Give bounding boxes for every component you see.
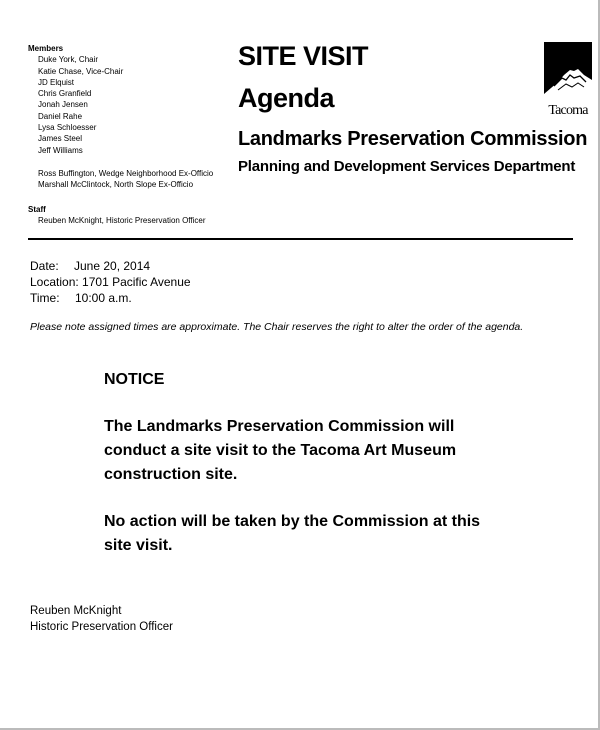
ex-officio-item: Marshall McClintock, North Slope Ex-Officio (38, 180, 194, 190)
time-label: Time: (30, 291, 60, 305)
member-item: JD Elquist (38, 77, 75, 87)
staff-list (28, 204, 205, 227)
doc-title: SITE VISIT (238, 41, 369, 71)
date-row (30, 258, 191, 274)
date-value: June 20, 2014 (74, 259, 151, 273)
location-row (30, 274, 191, 290)
member-item: James Steel (38, 134, 83, 144)
commission-name: Landmarks Preservation Commission (238, 128, 588, 150)
logo-text: Tacoma (548, 103, 588, 118)
disclaimer: Please note assigned times are approximate. The Chair reserves the right to alter the order of the agenda. (30, 321, 524, 333)
staff-heading: Staff (28, 205, 46, 214)
member-item: Duke York, Chair (38, 55, 99, 65)
notice-heading: NOTICE (104, 371, 165, 388)
member-item: Chris Granfield (38, 89, 92, 99)
date-label: Date: (30, 259, 59, 273)
notice-body: The Landmarks Preservation Commission will conduct a site visit to the Tacoma Art Museum construction site. (104, 418, 457, 483)
location-label: Location: (30, 275, 79, 289)
members-list (28, 43, 123, 156)
member-item: Katie Chase, Vice-Chair (38, 66, 124, 76)
ex-officio-item: Ross Buffington, Wedge Neighborhood Ex-Officio (38, 169, 214, 178)
members-heading: Members (28, 44, 64, 53)
member-item: Lysa Schloesser (38, 123, 97, 133)
header-divider (28, 238, 573, 240)
meeting-details (30, 258, 191, 306)
location-value: 1701 Pacific Avenue (82, 275, 191, 289)
member-item: Daniel Rahe (38, 111, 83, 121)
member-item: Jonah Jensen (38, 100, 88, 110)
member-item: Jeff Williams (38, 145, 83, 155)
signature-block (30, 603, 173, 635)
signature-title: Historic Preservation Officer (30, 621, 173, 633)
staff-item: Reuben McKnight, Historic Preservation Officer (38, 216, 206, 226)
time-row (30, 290, 191, 306)
department-name: Planning and Development Services Department (238, 158, 576, 175)
doc-subtitle: Agenda (238, 83, 335, 113)
signature-name: Reuben McKnight (30, 605, 122, 617)
notice-action: No action will be taken by the Commission at this site visit. (104, 513, 481, 554)
ex-officio-list (38, 168, 213, 191)
time-value: 10:00 a.m. (75, 291, 132, 305)
